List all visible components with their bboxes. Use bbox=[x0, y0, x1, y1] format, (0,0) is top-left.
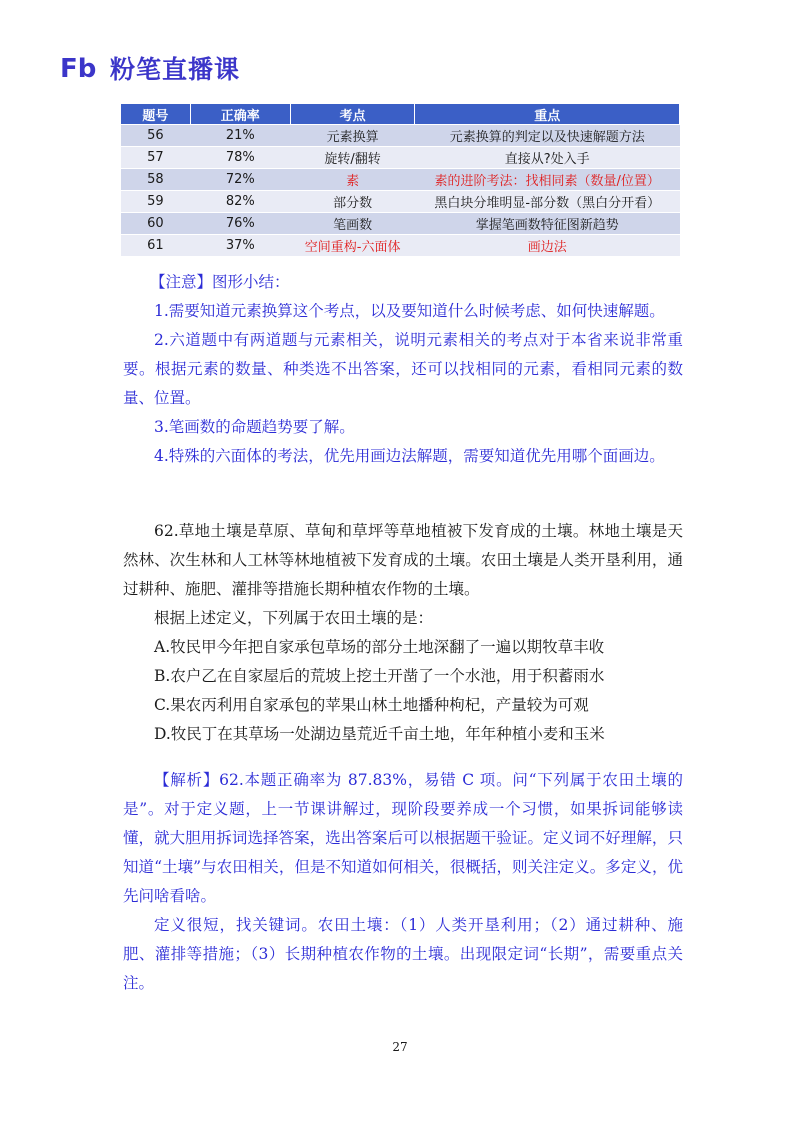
cell-question-no: 56 bbox=[121, 125, 191, 147]
cell-question-no: 61 bbox=[121, 235, 191, 257]
cell-topic: 部分数 bbox=[290, 191, 415, 213]
table-row bbox=[121, 235, 680, 257]
note-item: 2.六道题中有两道题与元素相关，说明元素相关的考点对于本省来说非常重要。根据元素的数量、种类选不出答案，还可以找相同的元素，看相同元素的数量、位置。 bbox=[123, 331, 683, 407]
cell-question-no: 59 bbox=[121, 191, 191, 213]
cell-key-point: 直接从?处入手 bbox=[415, 147, 680, 169]
cell-topic: 笔画数 bbox=[290, 213, 415, 235]
cell-key-point: 素的进阶考法：找相同素（数量/位置） bbox=[415, 169, 680, 191]
cell-key-point: 画边法 bbox=[415, 235, 680, 257]
analysis-section bbox=[123, 766, 683, 998]
table-row bbox=[121, 147, 680, 169]
note-item: 1.需要知道元素换算这个考点，以及要知道什么时候考虑、如何快速解题。 bbox=[154, 302, 665, 320]
cell-question-no: 57 bbox=[121, 147, 191, 169]
table-row bbox=[121, 125, 680, 147]
option-b: B.农户乙在自家屋后的荒坡上挖土开凿了一个水池，用于积蓄雨水 bbox=[154, 667, 605, 685]
note-item: 4.特殊的六面体的考法，优先用画边法解题，需要知道优先用哪个面画边。 bbox=[154, 447, 665, 465]
cell-question-no: 60 bbox=[121, 213, 191, 235]
option-a: A.牧民甲今年把自家承包草场的部分土地深翻了一遍以期牧草丰收 bbox=[154, 638, 605, 656]
logo-text: 粉笔直播课 bbox=[110, 55, 241, 84]
cell-topic: 旋转/翻转 bbox=[290, 147, 415, 169]
table-row bbox=[121, 213, 680, 235]
table-row bbox=[121, 191, 680, 213]
svg-text:Fb: Fb bbox=[60, 55, 97, 81]
table-header-row bbox=[121, 104, 680, 125]
cell-key-point: 掌握笔画数特征图新趋势 bbox=[415, 213, 680, 235]
notes-section bbox=[123, 268, 683, 471]
brand-logo bbox=[60, 50, 240, 86]
header-key-point: 重点 bbox=[415, 104, 680, 125]
notes-title: 【注意】图形小结： bbox=[150, 273, 290, 291]
cell-accuracy: 37% bbox=[190, 235, 290, 257]
cell-accuracy: 21% bbox=[190, 125, 290, 147]
option-d: D.牧民丁在其草场一处湖边垦荒近千亩土地，年年种植小麦和玉米 bbox=[154, 725, 605, 743]
header-accuracy: 正确率 bbox=[190, 104, 290, 125]
question-stem: 62.草地土壤是草原、草甸和草坪等草地植被下发育成的土壤。林地土壤是天然林、次生林和人工林等林地植被下发育成的土壤。农田土壤是人类开垦利用，通过耕种、施肥、灌排等措施长期种植农作物的土壤。 bbox=[123, 522, 683, 598]
cell-topic: 素 bbox=[290, 169, 415, 191]
table-row bbox=[121, 169, 680, 191]
question-prompt: 根据上述定义，下列属于农田土壤的是： bbox=[154, 609, 434, 627]
cell-accuracy: 78% bbox=[190, 147, 290, 169]
cell-topic: 空间重构-六面体 bbox=[290, 235, 415, 257]
cell-question-no: 58 bbox=[121, 169, 191, 191]
note-item: 3.笔画数的命题趋势要了解。 bbox=[154, 418, 355, 436]
analysis-paragraph: 【解析】62.本题正确率为 87.83%，易错 C 项。问“下列属于农田土壤的是”。对于定义题，上一节课讲解过，现阶段要养成一个习惯，如果拆词能够读懂，就大胆用拆词选择答案，选出答案后可以根据题干验证。定义词不好理解，只知道“土壤”与农田相关，但是不知道如何相关，很概括，则关注定义。多定义，优先问啥看啥。 bbox=[123, 771, 683, 905]
cell-accuracy: 76% bbox=[190, 213, 290, 235]
cell-accuracy: 72% bbox=[190, 169, 290, 191]
cell-topic: 元素换算 bbox=[290, 125, 415, 147]
header-topic: 考点 bbox=[290, 104, 415, 125]
header-question-no: 题号 bbox=[121, 104, 191, 125]
cell-key-point: 黑白块分堆明显-部分数（黑白分开看） bbox=[415, 191, 680, 213]
page-number: 27 bbox=[392, 1040, 408, 1054]
summary-table bbox=[120, 103, 680, 257]
cell-accuracy: 82% bbox=[190, 191, 290, 213]
cell-key-point: 元素换算的判定以及快速解题方法 bbox=[415, 125, 680, 147]
option-c: C.果农丙利用自家承包的苹果山林土地播种枸杞，产量较为可观 bbox=[154, 696, 589, 714]
question-section bbox=[123, 517, 683, 749]
fb-logo-icon bbox=[60, 55, 102, 81]
analysis-paragraph: 定义很短，找关键词。农田土壤：（1）人类开垦利用；（2）通过耕种、施肥、灌排等措施；（3）长期种植农作物的土壤。出现限定词“长期”，需要重点关注。 bbox=[123, 916, 683, 992]
